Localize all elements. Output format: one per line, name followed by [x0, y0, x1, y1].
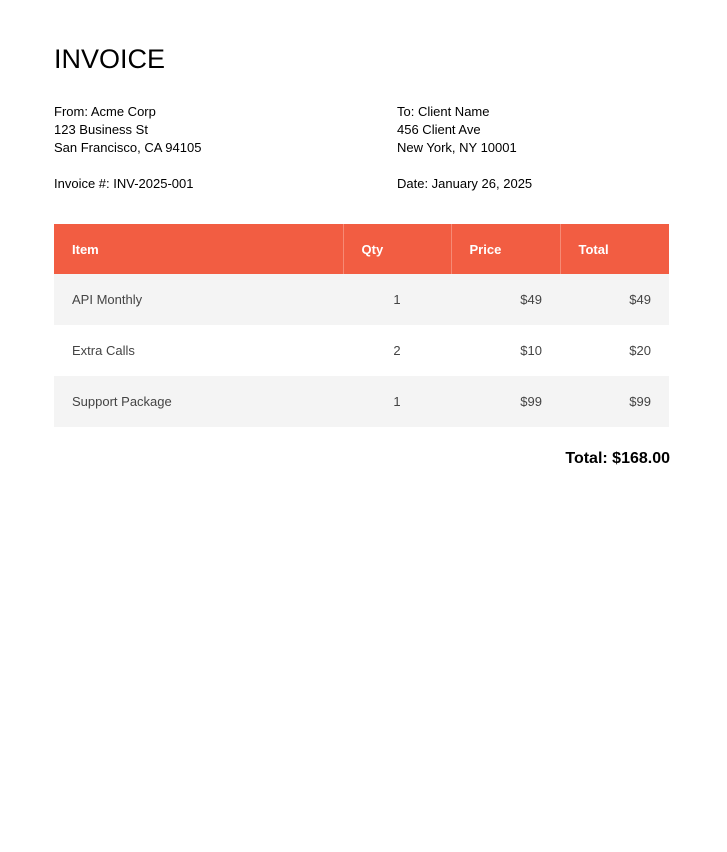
- to-address: [397, 103, 517, 157]
- header-price: Price: [451, 224, 560, 274]
- total-cell: $99: [560, 376, 669, 427]
- item-cell: Support Package: [54, 376, 343, 427]
- price-cell: $49: [451, 274, 560, 325]
- to-city: New York, NY 10001: [397, 140, 517, 155]
- line-items-table: [54, 224, 669, 427]
- from-name: From: Acme Corp: [54, 104, 156, 119]
- item-cell: Extra Calls: [72, 343, 135, 358]
- total-cell: $49: [560, 274, 669, 325]
- qty-cell: 1: [343, 274, 451, 325]
- from-address: [54, 103, 201, 157]
- table-row: [54, 274, 669, 325]
- grand-total: Total: $168.00: [565, 450, 670, 467]
- qty-cell: 2: [393, 343, 401, 358]
- invoice-title: INVOICE: [54, 44, 166, 74]
- invoice-date: Date: January 26, 2025: [397, 176, 533, 191]
- from-street: 123 Business St: [54, 122, 148, 137]
- price-cell: $10: [520, 343, 542, 358]
- to-street: 456 Client Ave: [397, 122, 481, 137]
- to-name: To: Client Name: [397, 104, 490, 119]
- total-cell: $20: [629, 343, 651, 358]
- from-city: San Francisco, CA 94105: [54, 140, 202, 155]
- header-total: Total: [560, 224, 669, 274]
- table-row: [54, 325, 669, 376]
- table-header: [54, 224, 669, 274]
- header-item: Item: [54, 224, 343, 274]
- item-cell: API Monthly: [54, 274, 343, 325]
- invoice-number: Invoice #: INV-2025-001: [54, 176, 194, 191]
- price-cell: $99: [451, 376, 560, 427]
- table-row: [54, 376, 669, 427]
- qty-cell: 1: [343, 376, 451, 427]
- header-qty: Qty: [343, 224, 451, 274]
